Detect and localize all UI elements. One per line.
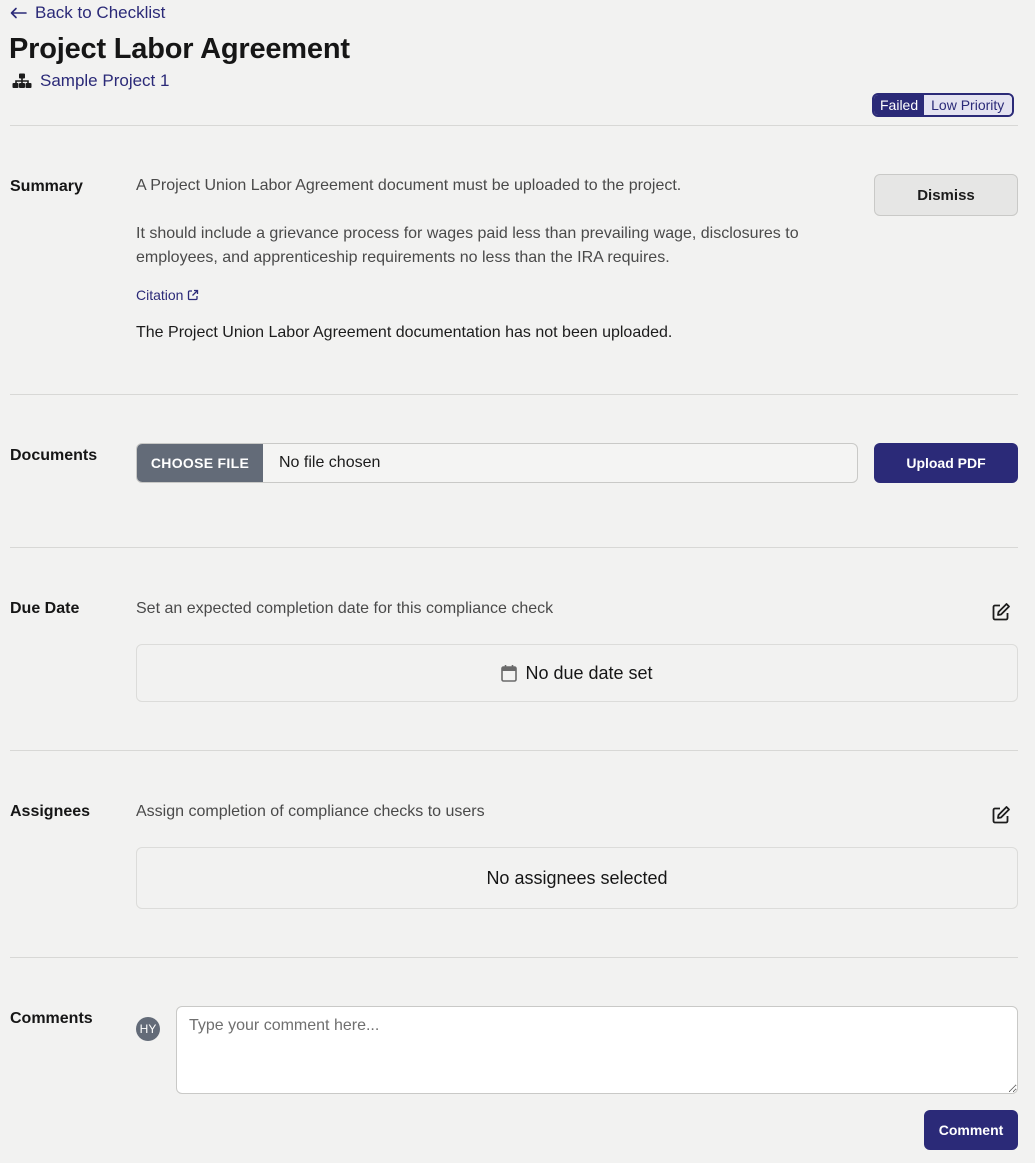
comments-label: Comments: [10, 1010, 93, 1027]
edit-due-date-icon[interactable]: [991, 602, 1011, 622]
due-date-empty-text: No due date set: [525, 662, 653, 683]
calendar-icon: [501, 664, 517, 682]
dismiss-button[interactable]: Dismiss: [874, 174, 1018, 216]
summary-line-2: It should include a grievance process for wages paid less than prevailing wage, disclosures to employees, and apprenticeship requirements no less than the IRA requires.: [136, 225, 799, 266]
status-badge-group: [872, 93, 1014, 117]
assignees-label: Assignees: [10, 803, 91, 820]
upload-pdf-button[interactable]: Upload PDF: [874, 443, 1018, 483]
requirement-status-text: The Project Union Labor Agreement documentation has not been uploaded.: [136, 324, 673, 341]
divider: [10, 957, 1018, 958]
summary-line-1: A Project Union Labor Agreement document must be uploaded to the project.: [136, 177, 682, 194]
project-link[interactable]: [12, 71, 169, 91]
back-link-label: Back to Checklist: [35, 3, 166, 22]
due-date-display: [136, 644, 1018, 702]
edit-assignees-icon[interactable]: [991, 805, 1011, 825]
comment-input[interactable]: [176, 1006, 1018, 1094]
due-date-description: Set an expected completion date for this compliance check: [136, 600, 554, 617]
comment-submit-button[interactable]: Comment: [924, 1110, 1018, 1150]
arrow-left-icon: [10, 7, 27, 19]
external-link-icon: [187, 289, 199, 301]
avatar: HY: [136, 1017, 160, 1041]
divider: [10, 394, 1018, 395]
sitemap-icon: [12, 73, 32, 89]
summary-label: Summary: [10, 178, 83, 195]
divider: [10, 750, 1018, 751]
file-input[interactable]: [136, 443, 858, 483]
assignees-empty-text: No assignees selected: [486, 867, 668, 888]
project-name: Sample Project 1: [40, 71, 170, 90]
citation-label: Citation: [136, 287, 184, 303]
citation-link[interactable]: [136, 287, 199, 303]
choose-file-button[interactable]: CHOOSE FILE: [137, 444, 263, 482]
file-name-text: No file chosen: [279, 454, 381, 471]
page-title: Project Labor Agreement: [9, 33, 350, 65]
due-date-label: Due Date: [10, 600, 80, 617]
divider: [10, 547, 1018, 548]
priority-badge: Low Priority: [924, 95, 1012, 115]
assignees-display: [136, 847, 1018, 909]
assignees-description: Assign completion of compliance checks to users: [136, 803, 485, 820]
divider: [10, 125, 1018, 126]
status-badge: Failed: [874, 95, 924, 115]
back-to-checklist-link[interactable]: [10, 3, 165, 23]
documents-label: Documents: [10, 447, 98, 464]
